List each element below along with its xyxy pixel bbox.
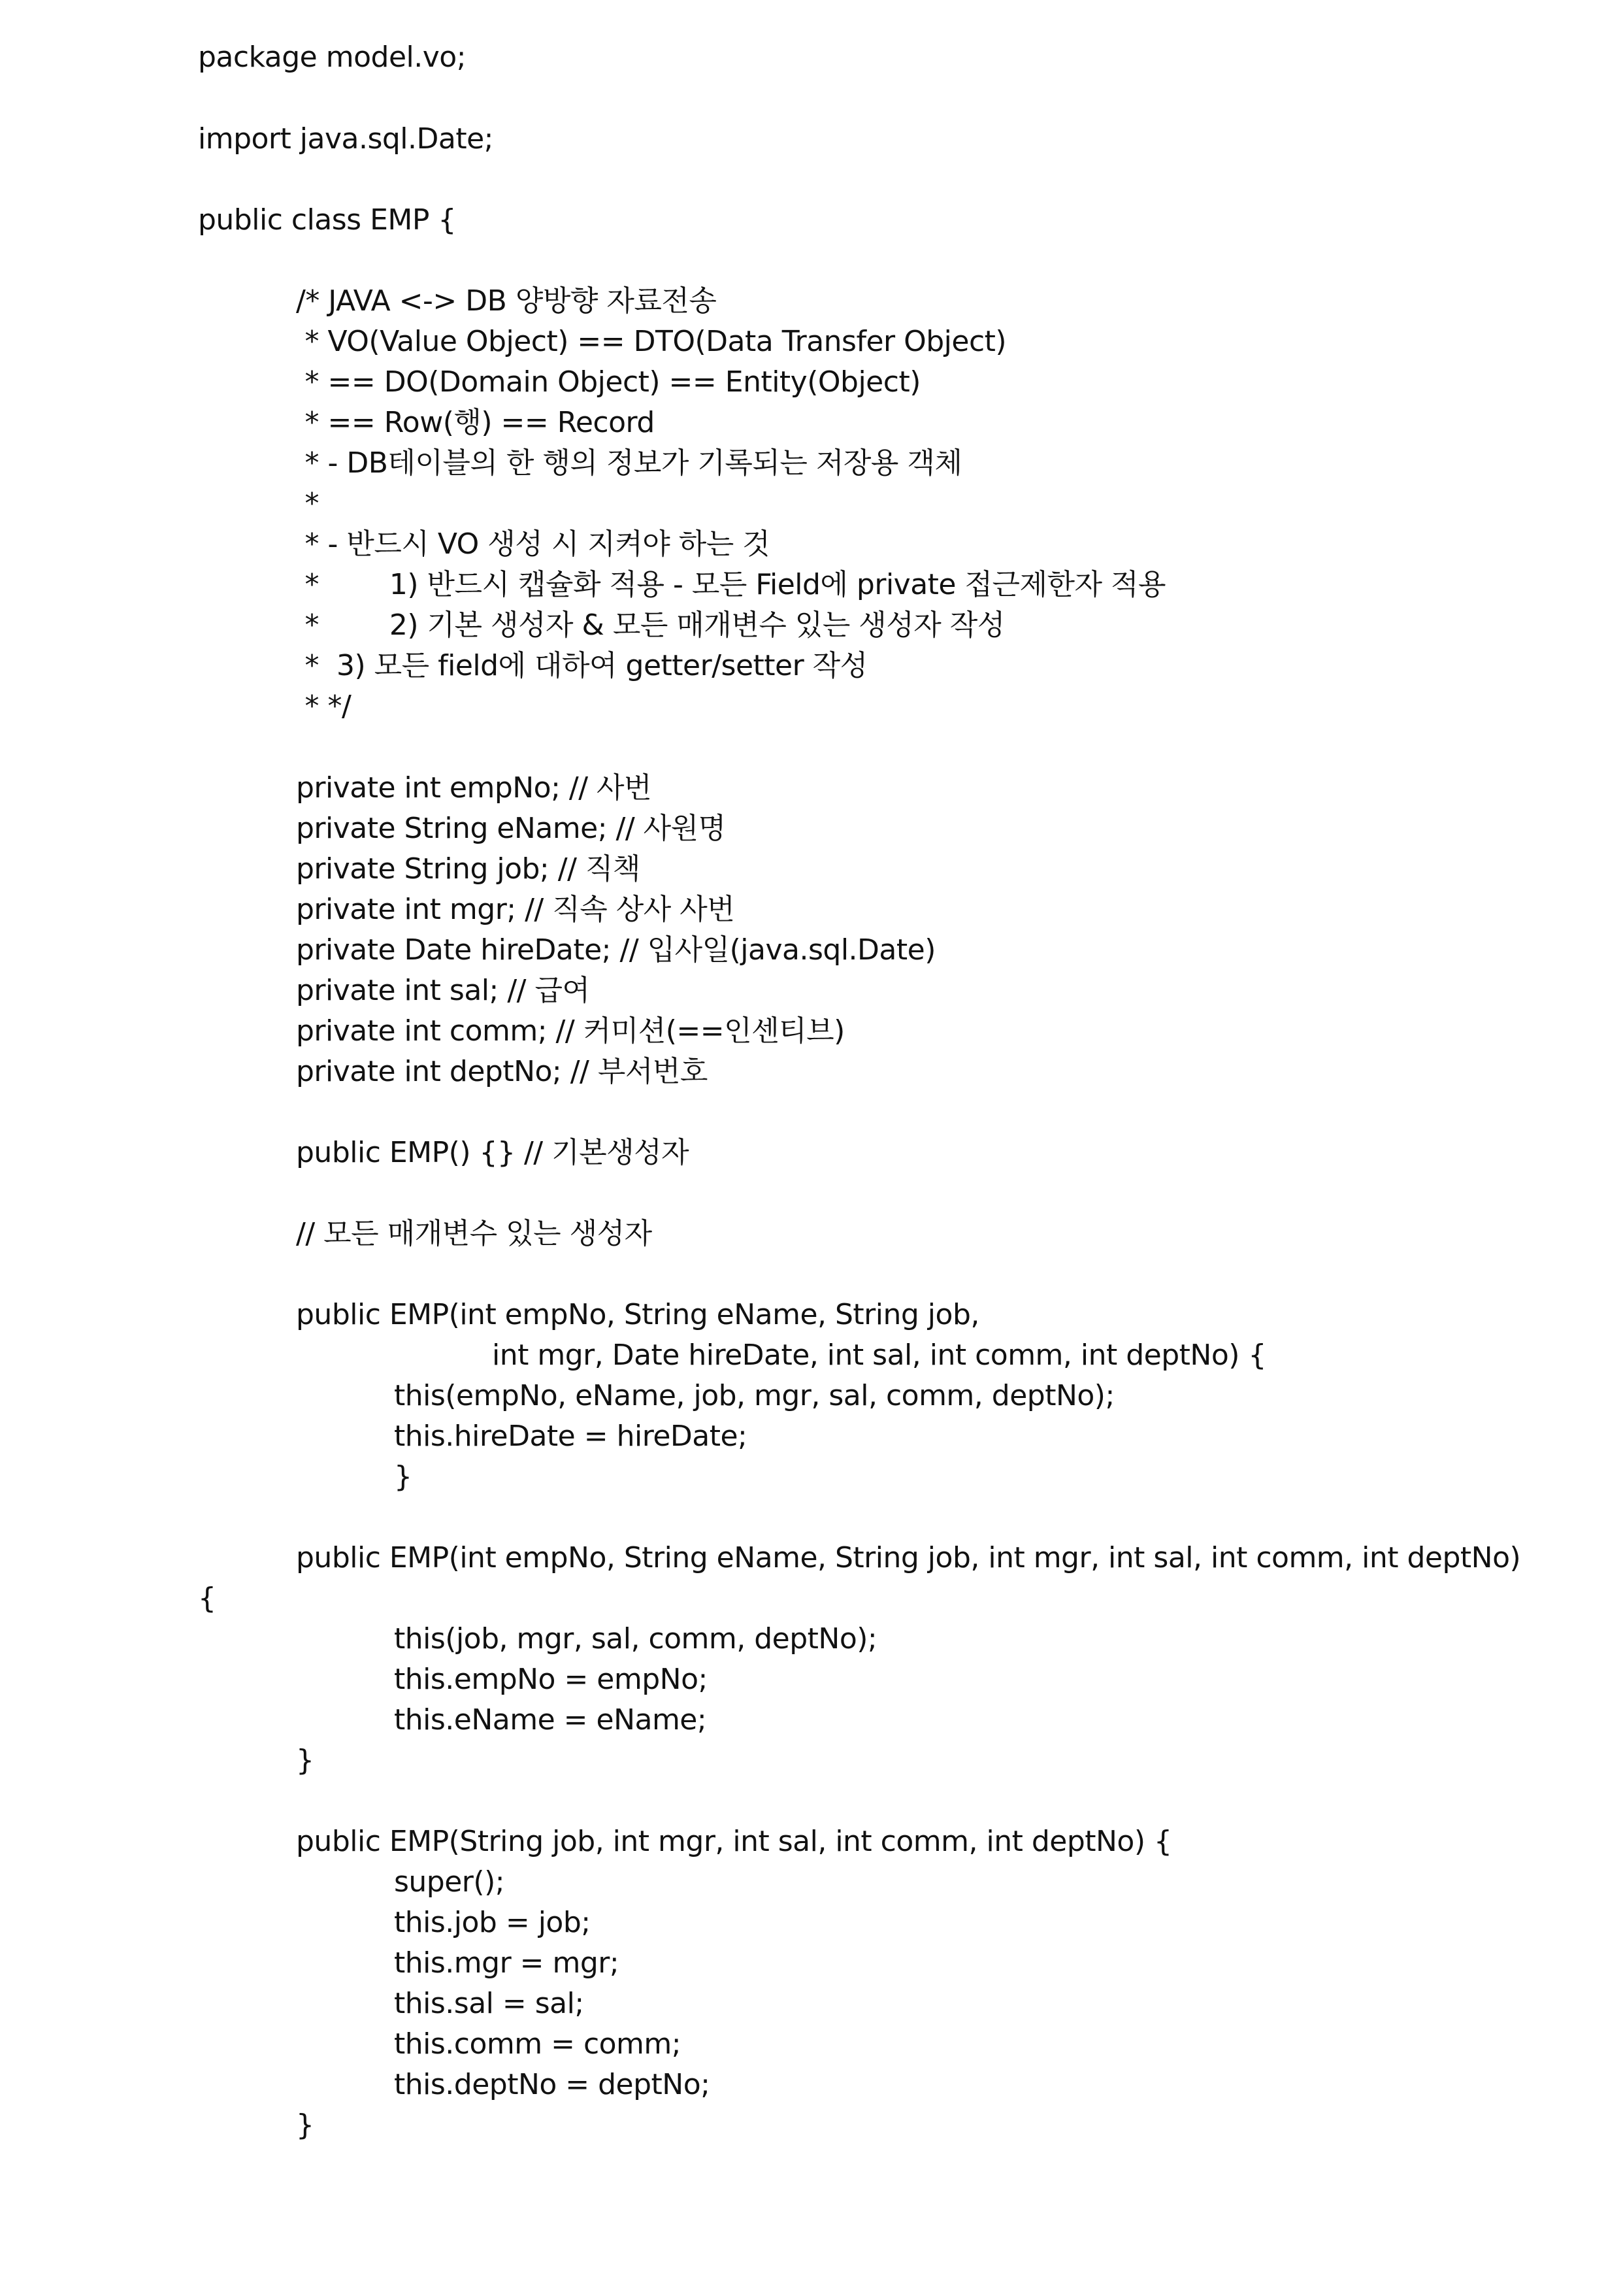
- code-line: {: [198, 1582, 216, 1615]
- code-line: this.eName = eName;: [394, 1703, 707, 1737]
- code-line: this.job = job;: [394, 1906, 591, 1939]
- code-line: this.mgr = mgr;: [394, 1946, 619, 1980]
- code-line: * == Row(행) == Record: [296, 406, 655, 439]
- code-line: * 2) 기본 생성자 & 모든 매개변수 있는 생성자 작성: [296, 608, 1005, 642]
- code-line: public EMP(String job, int mgr, int sal, int comm, int deptNo) {: [296, 1825, 1172, 1858]
- code-line: this.empNo = empNo;: [394, 1663, 708, 1696]
- code-line: private int comm; // 커미션(==인센티브): [296, 1014, 845, 1048]
- code-line: /* JAVA <-> DB 양방향 자료전송: [296, 284, 717, 318]
- code-line: import java.sql.Date;: [198, 122, 493, 156]
- code-line: package model.vo;: [198, 41, 467, 74]
- code-line: this.hireDate = hireDate;: [394, 1420, 747, 1453]
- code-line: * */: [296, 690, 352, 723]
- code-line: this.sal = sal;: [394, 1987, 584, 2020]
- code-line: * - DB테이블의 한 행의 정보가 기록되는 저장용 객체: [296, 446, 962, 480]
- code-line: super();: [394, 1865, 505, 1899]
- code-line: * - 반드시 VO 생성 시 지켜야 하는 것: [296, 527, 770, 561]
- code-line: this.deptNo = deptNo;: [394, 2068, 710, 2101]
- code-line: }: [296, 2108, 314, 2142]
- code-line: this(empNo, eName, job, mgr, sal, comm, deptNo);: [394, 1379, 1115, 1412]
- code-line: private String job; // 직책: [296, 852, 640, 886]
- code-line: private int sal; // 급여: [296, 974, 590, 1007]
- code-line: private String eName; // 사원명: [296, 812, 726, 845]
- code-line: private int deptNo; // 부서번호: [296, 1055, 708, 1088]
- code-line: public EMP(int empNo, String eName, String job, int mgr, int sal, int comm, int deptNo): [296, 1541, 1521, 1574]
- code-line: // 모든 매개변수 있는 생성자: [296, 1217, 652, 1250]
- code-line: * 1) 반드시 캡슐화 적용 - 모든 Field에 private 접근제한자 적용: [296, 568, 1166, 601]
- code-line: }: [394, 1460, 412, 1493]
- code-line: private int empNo; // 사번: [296, 771, 652, 805]
- code-line: *: [296, 487, 319, 520]
- code-line: * == DO(Domain Object) == Entity(Object): [296, 365, 921, 399]
- code-line: private Date hireDate; // 입사일(java.sql.Date): [296, 933, 936, 967]
- code-line: this(job, mgr, sal, comm, deptNo);: [394, 1622, 877, 1655]
- code-line: int mgr, Date hireDate, int sal, int comm, int deptNo) {: [492, 1339, 1266, 1372]
- code-line: public EMP() {} // 기본생성자: [296, 1136, 689, 1169]
- code-line: public EMP(int empNo, String eName, String job,: [296, 1298, 979, 1331]
- code-line: private int mgr; // 직속 상사 사번: [296, 893, 735, 926]
- code-line: }: [296, 1744, 314, 1777]
- code-line: public class EMP {: [198, 203, 456, 237]
- code-line: * VO(Value Object) == DTO(Data Transfer Object): [296, 325, 1007, 358]
- code-line: this.comm = comm;: [394, 2027, 681, 2061]
- code-line: * 3) 모든 field에 대하여 getter/setter 작성: [296, 649, 868, 682]
